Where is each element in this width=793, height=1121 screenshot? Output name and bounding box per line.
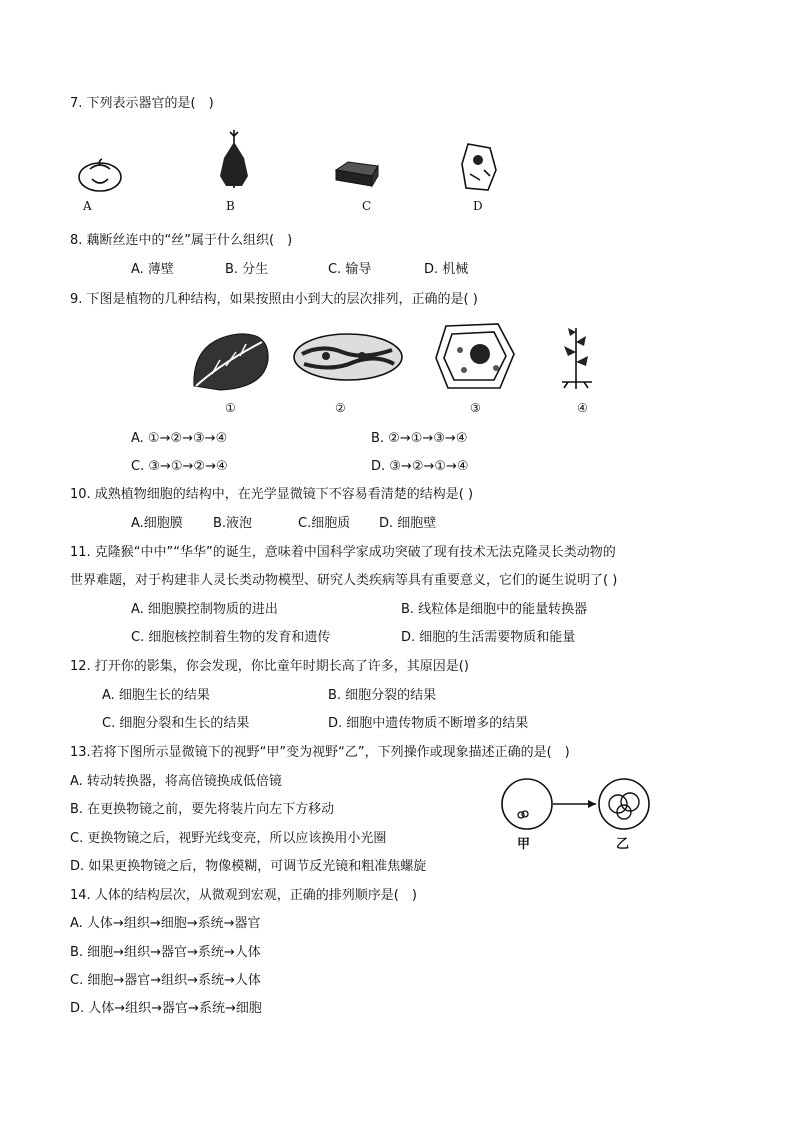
q11-stem-line1: 11. 克隆猴“中中”“华华”的诞生，意味着中国科学家成功突破了现有技术无法克隆灵长类动物的 (70, 545, 616, 560)
q10-option-d: D. 细胞壁 (379, 516, 437, 531)
q9-option-d: D. ③→②→①→④ (371, 459, 469, 474)
q10-stem: 10. 成熟植物细胞的结构中，在光学显微镜下不容易看清楚的结构是( ) (70, 487, 474, 502)
q9-fig-label-3: ③ (470, 401, 481, 415)
q13-fig-label-jia: 甲 (517, 837, 531, 852)
q7-label-b: B (226, 199, 235, 213)
q11-stem-line2: 世界难题，对于构建非人灵长类动物模型、研究人类疾病等具有重要意义，它们的诞生说明了( ) (70, 573, 618, 588)
q11-option-b: B. 线粒体是细胞中的能量转换器 (401, 602, 588, 617)
field-yi (599, 779, 649, 829)
q12-option-a: A. 细胞生长的结果 (102, 688, 210, 703)
q9-option-c: C. ③→①→②→④ (131, 459, 228, 474)
q14-option-a: A. 人体→组织→细胞→系统→器官 (70, 916, 261, 931)
q8-option-c: C. 输导 (328, 262, 372, 277)
q12-option-d: D. 细胞中遗传物质不断增多的结果 (328, 716, 529, 731)
q13-stem: 13.若将下图所示显微镜下的视野“甲”变为视野“乙”，下列操作或现象描述正确的是( ) (70, 745, 570, 760)
q10-option-b: B.液泡 (213, 516, 253, 531)
q10-option-c: C.细胞质 (298, 516, 351, 531)
q8-stem: 8. 藕断丝连中的“丝”属于什么组织( ) (70, 233, 293, 248)
q7-label-a: A (83, 199, 92, 213)
q7-label-d: D (473, 199, 483, 213)
q13-option-b: B. 在更换物镜之前，要先将装片向左下方移动 (70, 802, 335, 817)
q7-label-c: C (362, 199, 372, 213)
q14-option-d: D. 人体→组织→器官→系统→细胞 (70, 1001, 262, 1016)
q9-figure-cell (434, 322, 518, 392)
q7-stem: 7. 下列表示器官的是( ) (70, 96, 214, 111)
q9-fig-label-4: ④ (577, 401, 588, 415)
field-jia (502, 779, 552, 829)
q13-option-d: D. 如果更换物镜之后，物像模糊，可调节反光镜和粗准焦螺旋 (70, 859, 427, 874)
q7-image-a-tomato (76, 157, 126, 193)
q12-stem: 12. 打开你的影集，你会发现，你比童年时期长高了许多，其原因是() (70, 659, 469, 674)
q9-figure-tissue (292, 332, 404, 382)
q9-stem: 9. 下图是植物的几种结构，如果按照由小到大的层次排列，正确的是( ) (70, 292, 478, 307)
q13-option-a: A. 转动转换器，将高倍镜换成低倍镜 (70, 774, 282, 789)
q13-fig-label-yi: 乙 (616, 837, 630, 852)
q9-fig-label-1: ① (225, 401, 236, 415)
q8-option-a: A. 薄壁 (131, 262, 174, 277)
q7-image-c-tissue (332, 160, 382, 190)
q14-stem: 14. 人体的结构层次，从微观到宏观，正确的排列顺序是( ) (70, 888, 417, 903)
q11-option-c: C. 细胞核控制着生物的发育和遗传 (131, 630, 331, 645)
q11-option-a: A. 细胞膜控制物质的进出 (131, 602, 278, 617)
q14-option-b: B. 细胞→组织→器官→系统→人体 (70, 945, 261, 960)
q9-figure-leaf (190, 330, 272, 394)
q11-option-d: D. 细胞的生活需要物质和能量 (401, 630, 576, 645)
q14-option-c: C. 细胞→器官→组织→系统→人体 (70, 973, 261, 988)
q9-option-a: A. ①→②→③→④ (131, 431, 228, 446)
q8-option-d: D. 机械 (424, 262, 469, 277)
q12-option-c: C. 细胞分裂和生长的结果 (102, 716, 250, 731)
q7-image-d-cell (458, 140, 500, 194)
q13-figure-microscope-fields (500, 774, 660, 836)
q9-figure-plant (554, 322, 604, 390)
q9-fig-label-2: ② (335, 401, 346, 415)
q9-option-b: B. ②→①→③→④ (371, 431, 468, 446)
q7-image-b-plant (214, 128, 254, 190)
q12-option-b: B. 细胞分裂的结果 (328, 688, 437, 703)
q8-option-b: B. 分生 (225, 262, 269, 277)
q10-option-a: A.细胞膜 (131, 516, 183, 531)
q13-option-c: C. 更换物镜之后，视野光线变亮，所以应该换用小光圈 (70, 831, 387, 846)
